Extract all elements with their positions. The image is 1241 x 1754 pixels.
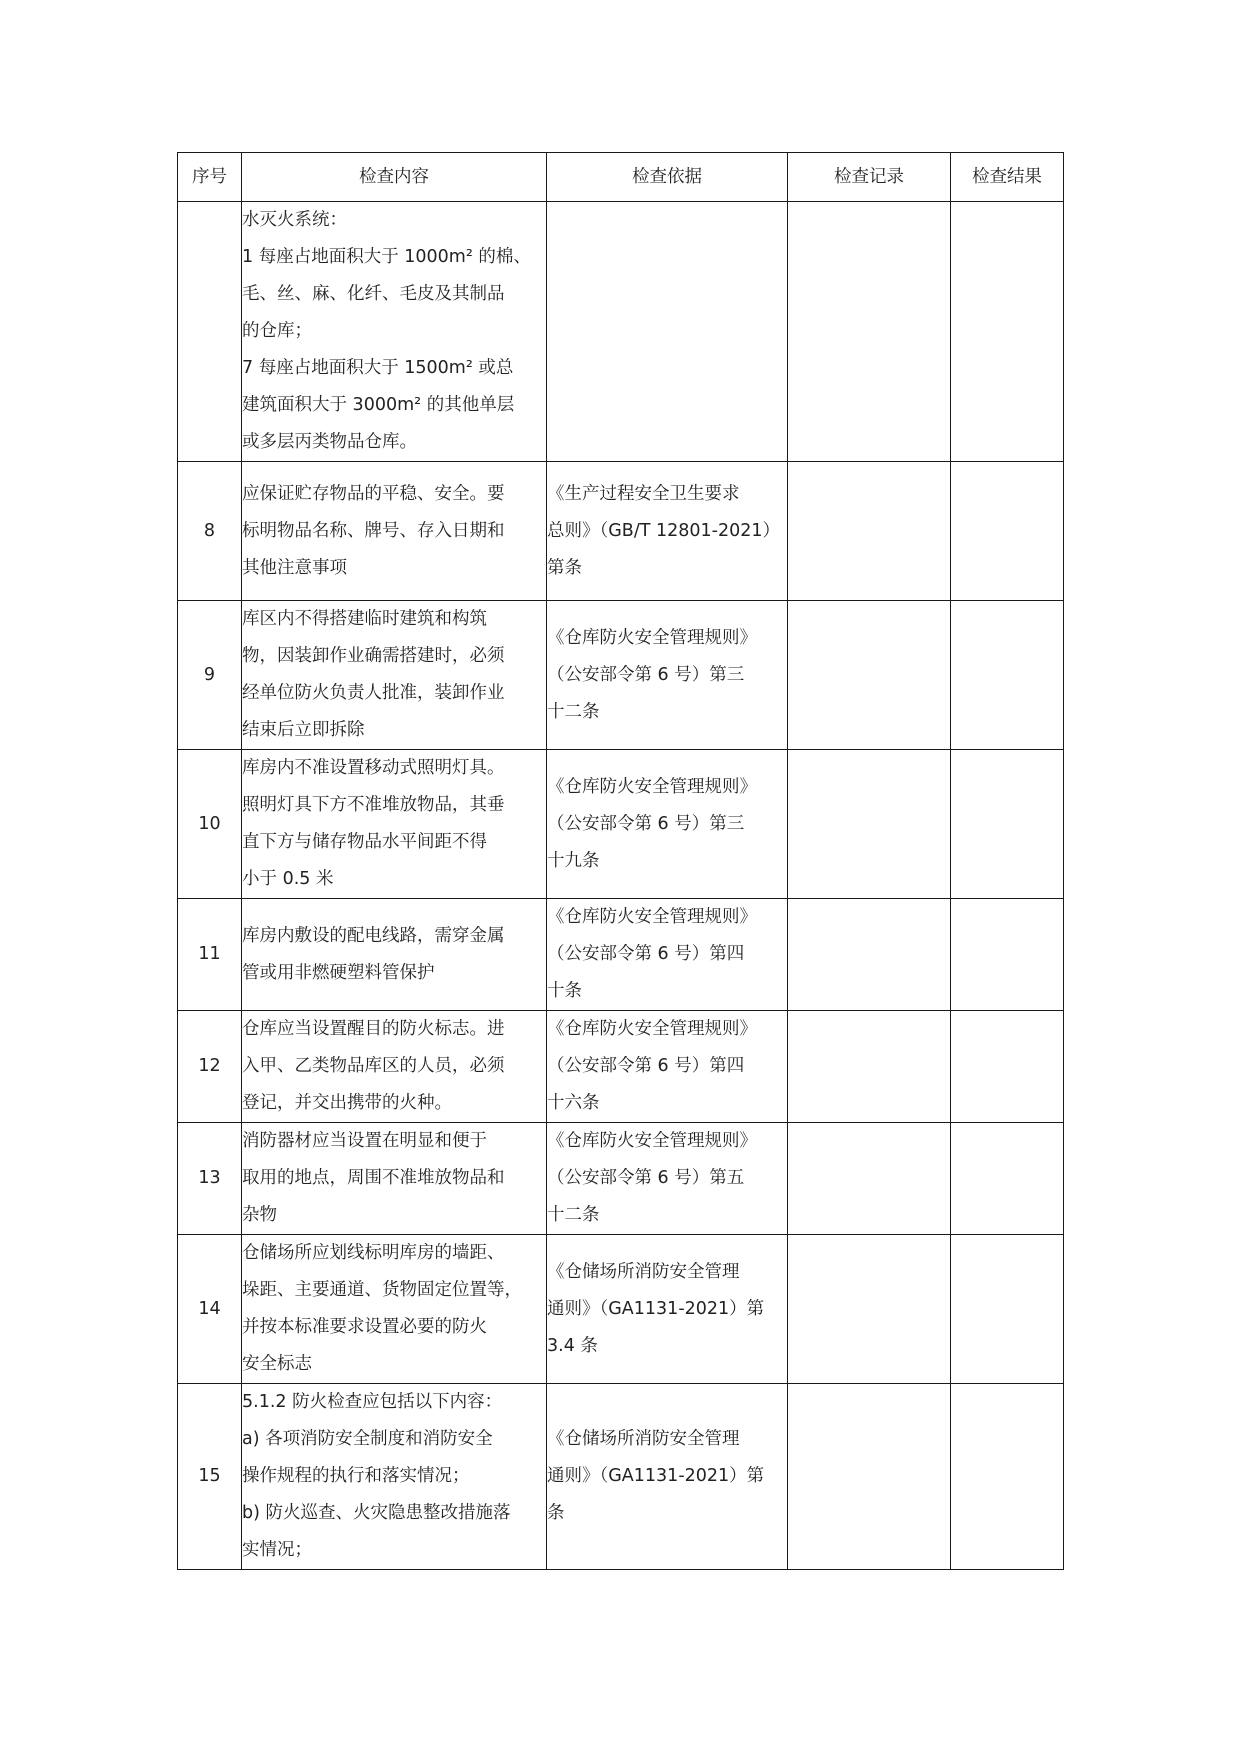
table-row: [178, 750, 1064, 899]
check-content-line: 7 每座占地面积大于 1500m² 或总: [242, 358, 514, 378]
row-check-result-cell[interactable]: [951, 1011, 1064, 1123]
check-content-line: 操作规程的执行和落实情况；: [242, 1466, 470, 1486]
row-check-record-cell[interactable]: [788, 899, 951, 1011]
row-check-record-cell[interactable]: [788, 462, 951, 601]
check-content-line: 毛、丝、麻、化纤、毛皮及其制品: [242, 284, 505, 304]
check-content-line: 库房内不准设置移动式照明灯具。: [242, 758, 505, 778]
check-basis-line: 3.4 条: [547, 1335, 598, 1356]
table-header-row: [178, 153, 1064, 202]
check-content-line: 标明物品名称、牌号、存入日期和: [242, 520, 505, 541]
check-basis-line: 十九条: [547, 850, 600, 871]
header-check-basis: 检查依据: [547, 153, 788, 202]
check-content-line: 水灭火系统：: [242, 210, 347, 230]
check-content-line: 管或用非燃硬塑料管保护: [242, 962, 435, 983]
check-basis-line: 《仓库防火安全管理规则》: [547, 1131, 757, 1151]
row-check-basis: [547, 202, 788, 462]
check-content-line: 取用的地点，周围不准堆放物品和: [242, 1168, 505, 1188]
check-basis-line: 条: [547, 1503, 565, 1523]
check-content-line: 经单位防火负责人批准，装卸作业: [242, 683, 505, 703]
check-content-line: 1 每座占地面积大于 1000m² 的棉、: [242, 247, 531, 267]
check-content-line: 5.1.2 防火检查应包括以下内容：: [242, 1392, 503, 1412]
row-check-basis: [547, 601, 788, 750]
check-basis-line: 通则》（GA1131-2021）第: [547, 1466, 765, 1486]
row-check-content: [242, 1123, 547, 1235]
check-basis-line: 《仓库防火安全管理规则》: [547, 907, 757, 927]
table-body: [178, 202, 1064, 1570]
row-check-result-cell[interactable]: [951, 462, 1064, 601]
check-basis-line: （公安部令第 6 号）第四: [547, 1056, 745, 1076]
check-content-line: 仓储场所应划线标明库房的墙距、: [242, 1243, 505, 1263]
row-check-content: [242, 1384, 547, 1570]
check-content-line: 登记，并交出携带的火种。: [242, 1093, 452, 1113]
table-row: [178, 1235, 1064, 1384]
header-check-content: 检查内容: [242, 153, 547, 202]
row-serial-number: 14: [178, 1235, 242, 1384]
row-check-content: [242, 1235, 547, 1384]
table-row: [178, 1384, 1064, 1570]
row-check-basis: [547, 750, 788, 899]
table-row: [178, 1123, 1064, 1235]
row-serial-number: 11: [178, 899, 242, 1011]
row-check-result-cell[interactable]: [951, 202, 1064, 462]
check-content-line: 照明灯具下方不准堆放物品，其垂: [242, 795, 505, 815]
row-check-basis: [547, 462, 788, 601]
table-row: [178, 462, 1064, 601]
row-check-record-cell[interactable]: [788, 601, 951, 750]
check-content-line: 应保证贮存物品的平稳、安全。要: [242, 483, 505, 504]
table-row: [178, 202, 1064, 462]
check-content-line: 建筑面积大于 3000m² 的其他单层: [242, 395, 515, 415]
row-check-content: [242, 601, 547, 750]
row-check-result-cell[interactable]: [951, 750, 1064, 899]
check-basis-line: 《生产过程安全卫生要求: [547, 483, 740, 504]
check-basis-line: 《仓库防火安全管理规则》: [547, 776, 757, 797]
check-basis-line: 总则》（GB/T 12801-2021）: [547, 520, 780, 541]
check-content-line: 入甲、乙类物品库区的人员，必须: [242, 1056, 505, 1076]
table-row: [178, 899, 1064, 1011]
check-content-line: 库区内不得搭建临时建筑和构筑: [242, 609, 487, 629]
row-check-record-cell[interactable]: [788, 1011, 951, 1123]
row-serial-number: 9: [178, 601, 242, 750]
check-content-line: 安全标志: [242, 1354, 312, 1374]
row-serial-number: 15: [178, 1384, 242, 1570]
header-check-record: 检查记录: [788, 153, 951, 202]
check-content-line: 的仓库；: [242, 321, 312, 341]
check-content-line: 垛距、主要通道、货物固定位置等，: [242, 1280, 522, 1300]
check-basis-line: （公安部令第 6 号）第五: [547, 1168, 745, 1188]
check-content-line: 小于 0.5 米: [242, 869, 334, 889]
check-basis-line: 十条: [547, 981, 582, 1001]
check-content-line: 消防器材应当设置在明显和便于: [242, 1131, 487, 1151]
check-content-line: 仓库应当设置醒目的防火标志。进: [242, 1019, 505, 1039]
check-content-line: 实情况；: [242, 1540, 312, 1560]
row-check-content: [242, 462, 547, 601]
row-check-content: [242, 750, 547, 899]
row-check-basis: [547, 1011, 788, 1123]
row-check-record-cell[interactable]: [788, 1123, 951, 1235]
check-content-line: 其他注意事项: [242, 557, 347, 578]
row-check-basis: [547, 1123, 788, 1235]
row-check-record-cell[interactable]: [788, 750, 951, 899]
row-serial-number: [178, 202, 242, 462]
row-check-basis: [547, 1235, 788, 1384]
check-basis-line: 通则》（GA1131-2021）第: [547, 1298, 765, 1319]
row-serial-number: 12: [178, 1011, 242, 1123]
check-basis-line: （公安部令第 6 号）第三: [547, 813, 745, 834]
row-check-record-cell[interactable]: [788, 202, 951, 462]
check-basis-line: （公安部令第 6 号）第三: [547, 664, 745, 685]
table-row: [178, 601, 1064, 750]
row-check-result-cell[interactable]: [951, 601, 1064, 750]
table-row: [178, 1011, 1064, 1123]
row-check-result-cell[interactable]: [951, 1123, 1064, 1235]
check-content-line: 并按本标准要求设置必要的防火: [242, 1317, 487, 1337]
check-content-line: a) 各项消防安全制度和消防安全: [242, 1429, 493, 1449]
row-serial-number: 13: [178, 1123, 242, 1235]
row-check-record-cell[interactable]: [788, 1235, 951, 1384]
check-basis-line: 《仓储场所消防安全管理: [547, 1429, 740, 1449]
check-basis-line: （公安部令第 6 号）第四: [547, 944, 745, 964]
check-basis-line: 第条: [547, 557, 582, 578]
row-check-basis: [547, 899, 788, 1011]
row-check-result-cell[interactable]: [951, 899, 1064, 1011]
row-check-record-cell[interactable]: [788, 1384, 951, 1570]
row-serial-number: 8: [178, 462, 242, 601]
header-check-result: 检查结果: [951, 153, 1064, 202]
check-content-line: 结束后立即拆除: [242, 720, 365, 740]
check-content-line: 杂物: [242, 1205, 277, 1225]
header-serial-number: 序号: [178, 153, 242, 202]
check-content-line: 或多层丙类物品仓库。: [242, 432, 417, 452]
inspection-checklist-table: [177, 152, 1064, 1570]
row-check-content: [242, 202, 547, 462]
check-basis-line: 《仓库防火安全管理规则》: [547, 1019, 757, 1039]
check-content-line: b) 防火巡查、火灾隐患整改措施落: [242, 1503, 511, 1523]
check-basis-line: 《仓库防火安全管理规则》: [547, 627, 757, 648]
row-check-result-cell[interactable]: [951, 1384, 1064, 1570]
check-basis-line: 《仓储场所消防安全管理: [547, 1261, 740, 1282]
check-content-line: 直下方与储存物品水平间距不得: [242, 832, 487, 852]
check-basis-line: 十二条: [547, 701, 600, 722]
row-serial-number: 10: [178, 750, 242, 899]
row-check-result-cell[interactable]: [951, 1235, 1064, 1384]
check-content-line: 物，因装卸作业确需搭建时，必须: [242, 646, 505, 666]
check-basis-line: 十六条: [547, 1093, 600, 1113]
check-basis-line: 十二条: [547, 1205, 600, 1225]
check-content-line: 库房内敷设的配电线路，需穿金属: [242, 925, 505, 946]
row-check-content: [242, 1011, 547, 1123]
row-check-content: [242, 899, 547, 1011]
row-check-basis: [547, 1384, 788, 1570]
